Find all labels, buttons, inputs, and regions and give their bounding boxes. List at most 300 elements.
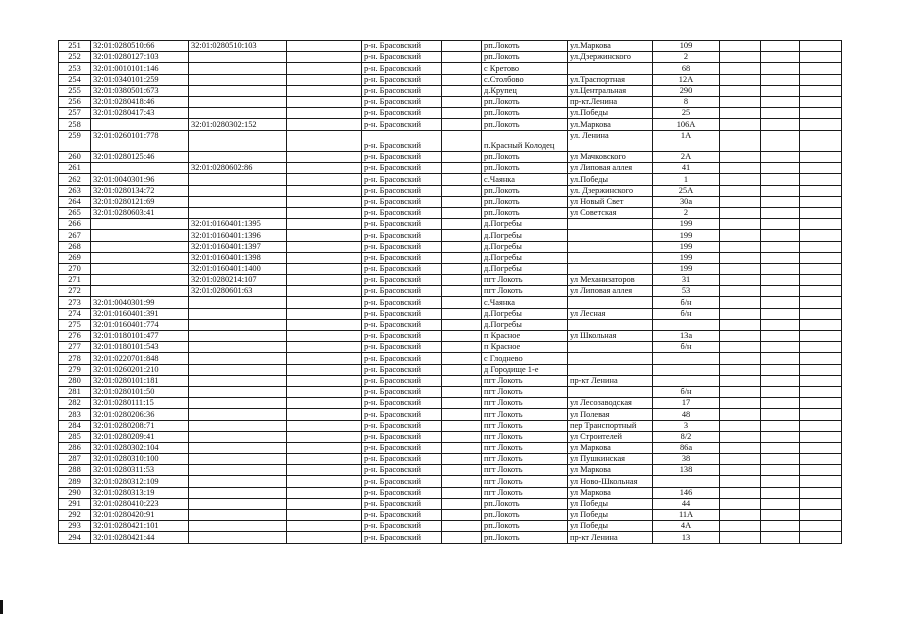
cell-locality-type — [442, 85, 482, 96]
cell-field-12 — [800, 364, 842, 375]
cell-field-12 — [800, 465, 842, 476]
cell-field-12 — [800, 319, 842, 330]
cell-locality-type — [442, 353, 482, 364]
cell-cadastral-number: 32:01:0380501:673 — [91, 85, 189, 96]
cell-row-number: 269 — [59, 252, 91, 263]
table-row — [59, 297, 842, 308]
cell-cadastral-number: 32:01:0280410:223 — [91, 498, 189, 509]
cell-locality-type — [442, 63, 482, 74]
cell-field-10 — [720, 241, 761, 252]
table-row — [59, 85, 842, 96]
cell-field-12 — [800, 398, 842, 409]
cell-field-12 — [800, 230, 842, 241]
cell-locality-type — [442, 521, 482, 532]
cell-street — [568, 252, 653, 263]
cell-district: р-н. Брасовский — [362, 230, 442, 241]
cell-field-12 — [800, 297, 842, 308]
cell-locality-type — [442, 74, 482, 85]
cell-extra-field — [287, 465, 362, 476]
cell-row-number: 257 — [59, 108, 91, 119]
cell-field-11 — [761, 498, 800, 509]
cell-row-number: 252 — [59, 52, 91, 63]
cell-cadastral-number: 32:01:0280125:46 — [91, 152, 189, 163]
cell-cadastral-number: 32:01:0280311:53 — [91, 465, 189, 476]
cell-cadastral-number: 32:01:0280127:103 — [91, 52, 189, 63]
table-row — [59, 353, 842, 364]
cell-district: р-н. Брасовский — [362, 454, 442, 465]
cell-field-11 — [761, 286, 800, 297]
cell-field-11 — [761, 252, 800, 263]
cell-field-10 — [720, 342, 761, 353]
cell-cadastral-number: 32:01:0280208:71 — [91, 420, 189, 431]
cell-house-number — [653, 375, 720, 386]
cell-street: пр-кт Ленина — [568, 375, 653, 386]
cell-field-11 — [761, 465, 800, 476]
cell-cadastral-number-building — [189, 487, 287, 498]
cell-cadastral-number-building — [189, 52, 287, 63]
cell-district: р-н. Брасовский — [362, 219, 442, 230]
cell-house-number: 2 — [653, 52, 720, 63]
cell-locality-type — [442, 230, 482, 241]
cell-field-11 — [761, 152, 800, 163]
cell-cadastral-number: 32:01:0220701:848 — [91, 353, 189, 364]
cell-locality-type — [442, 420, 482, 431]
cell-street: ул. Дзержинского — [568, 185, 653, 196]
cell-house-number: 146 — [653, 487, 720, 498]
cell-locality-type — [442, 342, 482, 353]
cell-locality: пгт Локоть — [482, 398, 568, 409]
cell-field-12 — [800, 207, 842, 218]
cell-field-12 — [800, 409, 842, 420]
cell-cadastral-number-building: 32:01:0280214:107 — [189, 275, 287, 286]
cell-field-12 — [800, 174, 842, 185]
cell-street — [568, 342, 653, 353]
cell-extra-field — [287, 487, 362, 498]
cell-field-12 — [800, 375, 842, 386]
cell-locality-type — [442, 375, 482, 386]
cell-locality: рп.Локоть — [482, 510, 568, 521]
table-row — [59, 319, 842, 330]
cell-row-number: 292 — [59, 510, 91, 521]
cell-field-12 — [800, 431, 842, 442]
cell-field-11 — [761, 263, 800, 274]
cell-street — [568, 353, 653, 364]
cell-street: пер Транспортный — [568, 420, 653, 431]
table-row — [59, 241, 842, 252]
cell-field-11 — [761, 342, 800, 353]
cell-house-number: б/н — [653, 297, 720, 308]
cell-cadastral-number: 32:01:0180101:543 — [91, 342, 189, 353]
cell-street: ул Липовая аллея — [568, 286, 653, 297]
cell-field-12 — [800, 163, 842, 174]
cell-row-number: 261 — [59, 163, 91, 174]
cell-house-number: 1 — [653, 174, 720, 185]
cell-row-number: 272 — [59, 286, 91, 297]
cell-district: р-н. Брасовский — [362, 63, 442, 74]
cell-cadastral-number: 32:01:0160401:774 — [91, 319, 189, 330]
cell-row-number: 256 — [59, 96, 91, 107]
cell-row-number: 265 — [59, 207, 91, 218]
cell-field-11 — [761, 308, 800, 319]
cell-row-number: 290 — [59, 487, 91, 498]
cell-district: р-н. Брасовский — [362, 442, 442, 453]
cell-house-number: 68 — [653, 63, 720, 74]
cell-extra-field — [287, 207, 362, 218]
cell-extra-field — [287, 108, 362, 119]
cell-cadastral-number: 32:01:0160401:391 — [91, 308, 189, 319]
cell-house-number: 4А — [653, 521, 720, 532]
cell-cadastral-number-building — [189, 364, 287, 375]
cell-field-11 — [761, 386, 800, 397]
cell-house-number: 44 — [653, 498, 720, 509]
cell-field-10 — [720, 498, 761, 509]
cell-cadastral-number-building — [189, 532, 287, 543]
cell-cadastral-number-building: 32:01:0280510:103 — [189, 41, 287, 52]
table-row — [59, 174, 842, 185]
cell-field-10 — [720, 41, 761, 52]
cell-extra-field — [287, 52, 362, 63]
cell-extra-field — [287, 185, 362, 196]
cell-locality-type — [442, 263, 482, 274]
cell-locality: рп.Локоть — [482, 41, 568, 52]
cell-locality-type — [442, 108, 482, 119]
cell-house-number: 13а — [653, 331, 720, 342]
cell-field-11 — [761, 230, 800, 241]
cell-locality-type — [442, 52, 482, 63]
cell-street: ул. Ленина — [568, 130, 653, 152]
cell-street: ул Пушкинская — [568, 454, 653, 465]
cell-district: р-н. Брасовский — [362, 498, 442, 509]
cell-house-number: б/н — [653, 342, 720, 353]
cell-locality: пгт Локоть — [482, 409, 568, 420]
cell-field-10 — [720, 185, 761, 196]
cell-field-12 — [800, 532, 842, 543]
cell-street: ул Маркова — [568, 487, 653, 498]
cell-cadastral-number-building: 32:01:0160401:1396 — [189, 230, 287, 241]
cell-house-number: 106А — [653, 119, 720, 130]
cell-cadastral-number: 32:01:0040301:96 — [91, 174, 189, 185]
cell-field-10 — [720, 353, 761, 364]
cell-field-11 — [761, 174, 800, 185]
cell-extra-field — [287, 364, 362, 375]
cell-cadastral-number: 32:01:0280111:15 — [91, 398, 189, 409]
cell-field-11 — [761, 331, 800, 342]
cell-locality: пгт Локоть — [482, 454, 568, 465]
cell-district: р-н. Брасовский — [362, 263, 442, 274]
cell-locality: пгт Локоть — [482, 375, 568, 386]
table-row — [59, 196, 842, 207]
cell-district: р-н. Брасовский — [362, 108, 442, 119]
cell-locality: д.Погребы — [482, 319, 568, 330]
cell-extra-field — [287, 74, 362, 85]
cell-field-11 — [761, 130, 800, 152]
cell-field-10 — [720, 196, 761, 207]
cell-locality: рп.Локоть — [482, 207, 568, 218]
cell-row-number: 258 — [59, 119, 91, 130]
table-row — [59, 275, 842, 286]
cell-district: р-н. Брасовский — [362, 41, 442, 52]
cell-field-10 — [720, 308, 761, 319]
cell-locality: рп.Локоть — [482, 52, 568, 63]
cell-locality-type — [442, 196, 482, 207]
cell-street: ул Маркова — [568, 442, 653, 453]
cell-field-11 — [761, 510, 800, 521]
cell-district: р-н. Брасовский — [362, 386, 442, 397]
cell-extra-field — [287, 219, 362, 230]
cell-cadastral-number: 32:01:0260101:778 — [91, 130, 189, 152]
cell-field-10 — [720, 85, 761, 96]
cell-field-10 — [720, 532, 761, 543]
cell-locality-type — [442, 130, 482, 152]
cell-row-number: 277 — [59, 342, 91, 353]
table-row — [59, 263, 842, 274]
cell-cadastral-number: 32:01:0280420:91 — [91, 510, 189, 521]
cell-row-number: 291 — [59, 498, 91, 509]
cell-cadastral-number: 32:01:0180101:477 — [91, 331, 189, 342]
cell-locality: рп.Локоть — [482, 521, 568, 532]
cell-district: р-н. Брасовский — [362, 319, 442, 330]
table-row — [59, 108, 842, 119]
cell-field-11 — [761, 364, 800, 375]
cell-district: р-н. Брасовский — [362, 74, 442, 85]
cell-field-11 — [761, 442, 800, 453]
table-row — [59, 532, 842, 543]
cell-house-number: 3 — [653, 420, 720, 431]
cell-street: ул.Маркова — [568, 41, 653, 52]
cell-field-11 — [761, 63, 800, 74]
cell-cadastral-number-building — [189, 108, 287, 119]
cell-street — [568, 319, 653, 330]
cell-extra-field — [287, 286, 362, 297]
cell-field-10 — [720, 152, 761, 163]
cell-district: р-н. Брасовский — [362, 297, 442, 308]
cell-locality: д.Крупец — [482, 85, 568, 96]
cell-cadastral-number-building — [189, 510, 287, 521]
table-row — [59, 230, 842, 241]
cell-extra-field — [287, 454, 362, 465]
cell-field-12 — [800, 108, 842, 119]
cell-field-11 — [761, 207, 800, 218]
cell-cadastral-number-building — [189, 498, 287, 509]
cell-district: р-н. Брасовский — [362, 420, 442, 431]
table-row — [59, 342, 842, 353]
cell-cadastral-number-building — [189, 308, 287, 319]
cell-extra-field — [287, 342, 362, 353]
cell-field-10 — [720, 431, 761, 442]
cell-cadastral-number-building: 32:01:0280302:152 — [189, 119, 287, 130]
cell-cadastral-number-building — [189, 420, 287, 431]
cell-district: р-н. Брасовский — [362, 130, 442, 152]
cell-extra-field — [287, 263, 362, 274]
cell-field-10 — [720, 476, 761, 487]
cell-house-number: 138 — [653, 465, 720, 476]
cell-locality-type — [442, 409, 482, 420]
cell-extra-field — [287, 196, 362, 207]
cell-street: ул Лесозаводская — [568, 398, 653, 409]
cell-locality-type — [442, 386, 482, 397]
cell-locality: пгт Локоть — [482, 476, 568, 487]
cell-field-12 — [800, 52, 842, 63]
cell-extra-field — [287, 163, 362, 174]
cell-field-10 — [720, 386, 761, 397]
cell-cadastral-number: 32:01:0260201:210 — [91, 364, 189, 375]
table-row — [59, 498, 842, 509]
cell-locality-type — [442, 498, 482, 509]
cell-locality-type — [442, 308, 482, 319]
cell-field-12 — [800, 241, 842, 252]
cell-field-12 — [800, 353, 842, 364]
cell-street: ул Маркова — [568, 465, 653, 476]
cell-locality: п Красное — [482, 331, 568, 342]
cell-district: р-н. Брасовский — [362, 185, 442, 196]
cell-field-10 — [720, 297, 761, 308]
cell-cadastral-number-building — [189, 130, 287, 152]
cell-locality: рп.Локоть — [482, 163, 568, 174]
cell-locality-type — [442, 185, 482, 196]
cell-locality-type — [442, 275, 482, 286]
cell-field-10 — [720, 207, 761, 218]
cell-cadastral-number — [91, 252, 189, 263]
cell-cadastral-number-building — [189, 319, 287, 330]
cell-cadastral-number: 32:01:0280310:100 — [91, 454, 189, 465]
table-row — [59, 63, 842, 74]
table-row — [59, 119, 842, 130]
table-row — [59, 207, 842, 218]
cell-extra-field — [287, 230, 362, 241]
cell-locality: с.Чаянка — [482, 297, 568, 308]
cell-row-number: 278 — [59, 353, 91, 364]
cell-field-12 — [800, 263, 842, 274]
cell-field-10 — [720, 375, 761, 386]
cell-locality: с.Столбово — [482, 74, 568, 85]
table-row — [59, 442, 842, 453]
cell-district: р-н. Брасовский — [362, 431, 442, 442]
cell-cadastral-number: 32:01:0280313:19 — [91, 487, 189, 498]
cell-cadastral-number-building — [189, 297, 287, 308]
cell-cadastral-number-building — [189, 476, 287, 487]
cell-cadastral-number-building: 32:01:0160401:1398 — [189, 252, 287, 263]
cell-house-number: 41 — [653, 163, 720, 174]
cell-district: р-н. Брасовский — [362, 353, 442, 364]
cell-district: р-н. Брасовский — [362, 163, 442, 174]
cell-cadastral-number-building — [189, 342, 287, 353]
cell-street: ул Победы — [568, 521, 653, 532]
cell-cadastral-number — [91, 286, 189, 297]
cell-row-number: 286 — [59, 442, 91, 453]
cell-row-number: 274 — [59, 308, 91, 319]
cell-extra-field — [287, 119, 362, 130]
cell-cadastral-number: 32:01:0280121:69 — [91, 196, 189, 207]
cell-field-11 — [761, 319, 800, 330]
cell-locality-type — [442, 431, 482, 442]
cell-house-number: 8 — [653, 96, 720, 107]
cell-house-number: б/н — [653, 308, 720, 319]
cell-field-12 — [800, 185, 842, 196]
cell-cadastral-number: 32:01:0280302:104 — [91, 442, 189, 453]
cell-house-number: 25А — [653, 185, 720, 196]
cell-extra-field — [287, 353, 362, 364]
cell-row-number: 273 — [59, 297, 91, 308]
cell-field-12 — [800, 476, 842, 487]
cell-row-number: 266 — [59, 219, 91, 230]
cell-cadastral-number — [91, 241, 189, 252]
cell-row-number: 284 — [59, 420, 91, 431]
cell-locality: д.Погребы — [482, 308, 568, 319]
cell-locality-type — [442, 532, 482, 543]
cell-house-number: 8/2 — [653, 431, 720, 442]
cell-locality: д.Погребы — [482, 252, 568, 263]
cell-house-number: 48 — [653, 409, 720, 420]
cell-locality: пгт Локоть — [482, 275, 568, 286]
cell-district: р-н. Брасовский — [362, 398, 442, 409]
cell-locality: пгт Локоть — [482, 286, 568, 297]
cell-locality: рп.Локоть — [482, 196, 568, 207]
table-row — [59, 41, 842, 52]
cell-field-11 — [761, 476, 800, 487]
cell-cadastral-number — [91, 263, 189, 274]
cell-field-10 — [720, 174, 761, 185]
cell-locality-type — [442, 510, 482, 521]
table-row — [59, 398, 842, 409]
cell-field-10 — [720, 130, 761, 152]
cell-cadastral-number: 32:01:0280421:44 — [91, 532, 189, 543]
cell-locality-type — [442, 442, 482, 453]
cell-field-11 — [761, 521, 800, 532]
cell-locality: пгт Локоть — [482, 442, 568, 453]
cell-cadastral-number — [91, 275, 189, 286]
cell-field-12 — [800, 498, 842, 509]
cell-street: ул Лесная — [568, 308, 653, 319]
cell-street: пр-кт.Ленина — [568, 96, 653, 107]
cell-cadastral-number-building — [189, 465, 287, 476]
cell-field-12 — [800, 420, 842, 431]
cell-locality: рп.Локоть — [482, 152, 568, 163]
cell-field-12 — [800, 286, 842, 297]
cell-street — [568, 219, 653, 230]
cell-field-10 — [720, 219, 761, 230]
cell-cadastral-number: 32:01:0280417:43 — [91, 108, 189, 119]
cell-row-number: 259 — [59, 130, 91, 152]
cell-row-number: 268 — [59, 241, 91, 252]
cell-cadastral-number-building: 32:01:0160401:1397 — [189, 241, 287, 252]
cell-field-10 — [720, 510, 761, 521]
cell-cadastral-number-building — [189, 74, 287, 85]
cell-street — [568, 263, 653, 274]
cell-house-number: 199 — [653, 230, 720, 241]
cell-street: ул Липовая аллея — [568, 163, 653, 174]
cell-cadastral-number: 32:01:0040301:99 — [91, 297, 189, 308]
cell-field-11 — [761, 108, 800, 119]
table-row — [59, 409, 842, 420]
cell-cadastral-number-building — [189, 386, 287, 397]
cell-district: р-н. Брасовский — [362, 52, 442, 63]
cell-street: ул.Дзержинского — [568, 52, 653, 63]
cell-house-number: 30а — [653, 196, 720, 207]
cell-locality-type — [442, 174, 482, 185]
cell-district: р-н. Брасовский — [362, 364, 442, 375]
cell-row-number: 283 — [59, 409, 91, 420]
cell-cadastral-number-building — [189, 521, 287, 532]
cell-field-11 — [761, 454, 800, 465]
cell-cadastral-number-building — [189, 353, 287, 364]
cell-locality: пгт Локоть — [482, 431, 568, 442]
cell-field-11 — [761, 74, 800, 85]
cell-extra-field — [287, 252, 362, 263]
cell-cadastral-number: 32:01:0280101:50 — [91, 386, 189, 397]
cell-row-number: 263 — [59, 185, 91, 196]
cell-street: ул Мачковского — [568, 152, 653, 163]
cell-street: пр-кт Ленина — [568, 532, 653, 543]
